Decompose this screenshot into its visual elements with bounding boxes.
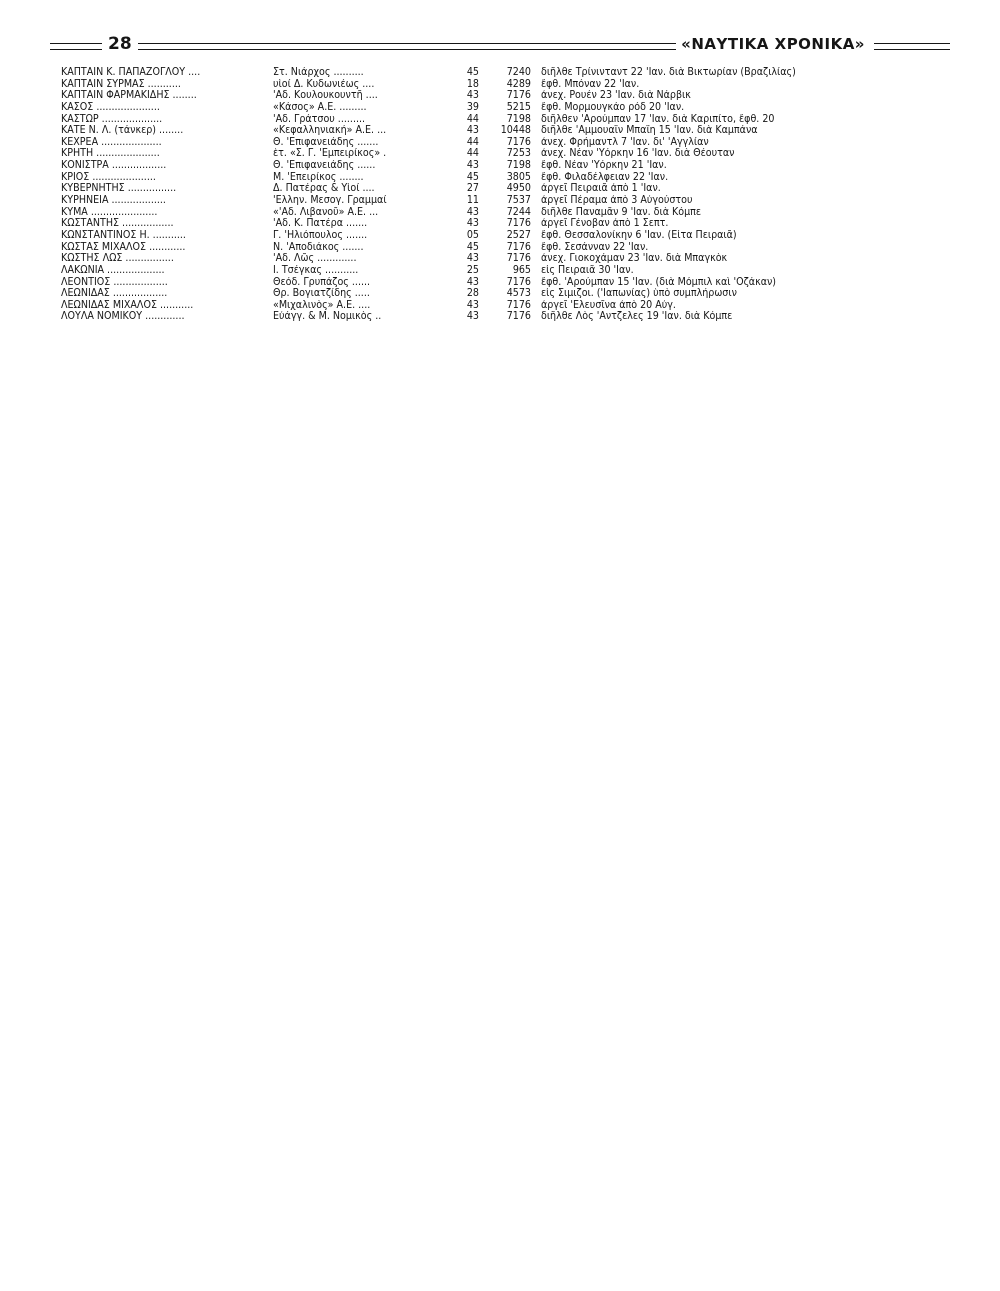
ship-movements-table — [61, 67, 887, 323]
ship-row — [61, 195, 887, 207]
tonnage: 7240 — [506, 67, 531, 78]
ship-name: ΚΑΠΤΑΙΝ ΣΥΡΜΑΣ ........... — [61, 78, 181, 90]
build-year: 05 — [466, 229, 479, 241]
ship-row — [61, 148, 887, 160]
build-year: 43 — [466, 160, 479, 172]
build-year: 44 — [466, 136, 479, 148]
ship-owner: «Κάσος» Α.Ε. ......... — [273, 101, 367, 113]
ship-name: ΚΩΣΤΑΣ ΜΙΧΑΛΟΣ ............ — [61, 241, 186, 253]
ship-owner: 'Αδ. Λῶς ............. — [273, 253, 357, 265]
ship-row — [61, 207, 887, 219]
ship-name: ΛΕΩΝΙΔΑΣ .................. — [61, 288, 168, 300]
voyage-status: εἰς Πειραιᾶ 30 'Ιαν. — [541, 264, 634, 276]
ship-name: ΛΕΟΝΤΙΟΣ .................. — [61, 276, 168, 288]
ship-name: ΚΥΒΕΡΝΗΤΗΣ ................ — [61, 183, 177, 195]
ship-owner: Εὐάγγ. & Μ. Νομικὸς .. — [273, 311, 382, 323]
ship-owner: «'Αδ. Λιβανοῦ» Α.Ε. ... — [273, 206, 379, 218]
tonnage: 965 — [512, 264, 531, 276]
build-year: 18 — [466, 78, 479, 90]
voyage-status: ἔφθ. Νέαν 'Υόρκην 21 'Ιαν. — [541, 160, 667, 172]
voyage-status: διῆλθεν 'Αρούμπαν 17 'Ιαν. διὰ Καριπίτο, ἔφθ. 20 — [541, 113, 775, 125]
ship-row — [61, 102, 887, 114]
tonnage: 7176 — [506, 276, 531, 288]
ship-owner: Θ. 'Επιφανειάδης ....... — [273, 136, 379, 148]
tonnage: 7176 — [506, 299, 531, 311]
ship-name: ΚΑΣΤΩΡ .................... — [61, 113, 163, 125]
ship-name: ΚΥΜΑ ...................... — [61, 206, 158, 218]
build-year: 43 — [466, 276, 479, 288]
ship-name: ΛΕΩΝΙΔΑΣ ΜΙΧΑΛΟΣ ........... — [61, 299, 194, 311]
ship-owner: Δ. Πατέρας & Υἱοί .... — [273, 183, 375, 195]
ship-row — [61, 288, 887, 300]
ship-owner: Θεόδ. Γρυπάζος ...... — [273, 276, 371, 288]
ship-owner: «Κεφαλληνιακή» Α.Ε. ... — [273, 125, 387, 137]
ship-row — [61, 90, 887, 102]
voyage-status: ἀνεχ. Φρήμαντλ 7 'Ιαν. δι' 'Αγγλίαν — [541, 136, 709, 148]
build-year: 44 — [466, 113, 479, 125]
tonnage: 7176 — [506, 90, 531, 102]
build-year: 39 — [466, 101, 479, 113]
ship-name: ΚΩΣΤΗΣ ΛΩΣ ................ — [61, 253, 174, 265]
voyage-status: διῆλθε Τρίνινταντ 22 'Ιαν. διὰ Βικτωρίαν (Βραζιλίας) — [541, 67, 796, 78]
voyage-status: ἀνεχ. Νέαν 'Υόρκην 16 'Ιαν. διὰ Θέουταν — [541, 148, 735, 160]
ship-row — [61, 114, 887, 126]
tonnage: 7176 — [506, 241, 531, 253]
tonnage: 7176 — [506, 253, 531, 265]
build-year: 27 — [466, 183, 479, 195]
ship-row — [61, 183, 887, 195]
voyage-status: ἀργεῖ Πειραιᾶ ἀπὸ 1 'Ιαν. — [541, 183, 661, 195]
build-year: 28 — [466, 288, 479, 300]
voyage-status: διῆλθε 'Αμμουαΐν Μπαΐη 15 'Ιαν. διὰ Καμπάνα — [541, 125, 758, 137]
ship-name: ΛΑΚΩΝΙΑ ................... — [61, 264, 165, 276]
tonnage: 3805 — [506, 171, 531, 183]
page-number: 28 — [108, 34, 132, 54]
header-rule-right — [874, 43, 950, 50]
voyage-status: ἀργεῖ Γένοβαν ἀπὸ 1 Σεπτ. — [541, 218, 669, 230]
build-year: 43 — [466, 299, 479, 311]
tonnage: 7537 — [506, 195, 531, 207]
ship-name: ΚΑΠΤΑΙΝ Κ. ΠΑΠΑΖΟΓΛΟΥ .... — [61, 67, 201, 78]
build-year: 43 — [466, 206, 479, 218]
ship-name: ΚΩΝΣΤΑΝΤΙΝΟΣ Η. ........... — [61, 229, 186, 241]
ship-name: ΚΡΗΤΗ ..................... — [61, 148, 160, 160]
tonnage: 7198 — [506, 160, 531, 172]
voyage-status: ἀργεῖ 'Ελευσῖνα ἀπὸ 20 Αὐγ. — [541, 299, 676, 311]
ship-name: ΚΕΧΡΕΑ .................... — [61, 136, 162, 148]
tonnage: 7198 — [506, 113, 531, 125]
ship-owner: 'Αδ. Κ. Πατέρα ....... — [273, 218, 368, 230]
ship-owner: ἑτ. «Σ. Γ. 'Εμπειρίκος» . — [273, 148, 387, 160]
ship-row — [61, 79, 887, 91]
voyage-status: διῆλθε Παναμᾶν 9 'Ιαν. διὰ Κόμπε — [541, 206, 702, 218]
tonnage: 4289 — [506, 78, 531, 90]
voyage-status: εἰς Σιμιζοι. ('Ιαπωνίας) ὑπὸ συμπλήρωσιν — [541, 288, 737, 300]
ship-owner: 'Αδ. Γράτσου ......... — [273, 113, 366, 125]
ship-owner: Θ. 'Επιφανειάδης ...... — [273, 160, 376, 172]
build-year: 44 — [466, 148, 479, 160]
voyage-status: ἀνεχ. Ρουέν 23 'Ιαν. διὰ Νάρβικ — [541, 90, 691, 102]
ship-row — [61, 172, 887, 184]
tonnage: 4573 — [506, 288, 531, 300]
ship-name: ΚΑΣΟΣ ..................... — [61, 101, 160, 113]
header-rule-left — [50, 43, 102, 50]
ship-name: ΚΑΠΤΑΙΝ ΦΑΡΜΑΚΙΔΗΣ ........ — [61, 90, 197, 102]
voyage-status: διῆλθε Λὸς 'Αντζελες 19 'Ιαν. διὰ Κόμπε — [541, 311, 733, 323]
ship-name: ΚΡΙΟΣ ..................... — [61, 171, 156, 183]
ship-name: ΚΩΣΤΑΝΤΗΣ ................. — [61, 218, 174, 230]
ship-row — [61, 253, 887, 265]
voyage-status: ἔφθ. 'Αρούμπαν 15 'Ιαν. (διὰ Μόμπιλ καὶ 'Οζάκαν) — [541, 276, 777, 288]
build-year: 45 — [466, 171, 479, 183]
ship-row — [61, 125, 887, 137]
ship-row — [61, 218, 887, 230]
ship-owner: «Μιχαλινὸς» Α.Ε. .... — [273, 299, 371, 311]
voyage-status: ἔφθ. Μπόναν 22 'Ιαν. — [541, 78, 640, 90]
ship-row — [61, 300, 887, 312]
ship-name: ΚΥΡΗΝΕΙΑ .................. — [61, 195, 166, 207]
ship-name: ΛΟΥΛΑ ΝΟΜΙΚΟΥ ............. — [61, 311, 185, 323]
build-year: 43 — [466, 125, 479, 137]
voyage-status: ἔφθ. Φιλαδέλφειαν 22 'Ιαν. — [541, 171, 669, 183]
build-year: 43 — [466, 218, 479, 230]
tonnage: 7244 — [506, 206, 531, 218]
publication-title: «ΝΑΥΤΙΚΑ ΧΡΟΝΙΚΑ» — [676, 35, 870, 53]
tonnage: 7176 — [506, 311, 531, 323]
ship-owner: Ν. 'Αποδιάκος ....... — [273, 241, 364, 253]
ship-row — [61, 230, 887, 242]
build-year: 43 — [466, 90, 479, 102]
ship-owner: Μ. 'Επειρίκος ........ — [273, 171, 364, 183]
ship-owner: υἱοί Δ. Κυδωνιέως .... — [273, 78, 375, 90]
build-year: 25 — [466, 264, 479, 276]
tonnage: 7176 — [506, 218, 531, 230]
ship-owner: 'Αδ. Κουλουκουντῆ .... — [273, 90, 378, 102]
tonnage: 4950 — [506, 183, 531, 195]
voyage-status: ἔφθ. Σεσάνναν 22 'Ιαν. — [541, 241, 649, 253]
ship-owner: Γ. 'Ηλιόπουλος ....... — [273, 229, 368, 241]
ship-group — [61, 67, 887, 323]
voyage-status: ἔφθ. Μορμουγκάο ρόδ 20 'Ιαν. — [541, 101, 685, 113]
ship-row — [61, 137, 887, 149]
page-header — [50, 32, 950, 60]
ship-owner: 'Ελλην. Μεσογ. Γραμμαί — [273, 195, 387, 207]
ship-owner: Στ. Νιάρχος .......... — [273, 67, 364, 78]
ship-row — [61, 277, 887, 289]
build-year: 43 — [466, 311, 479, 323]
ship-row — [61, 160, 887, 172]
ship-name: ΚΟΝΙΣΤΡΑ .................. — [61, 160, 167, 172]
tonnage: 2527 — [506, 229, 531, 241]
ship-owner: Θρ. Βογιατζίδης ..... — [273, 288, 370, 300]
ship-row — [61, 311, 887, 323]
ship-owner: Ι. Τσέγκας ........... — [273, 264, 359, 276]
voyage-status: ἔφθ. Θεσσαλονίκην 6 'Ιαν. (Εἶτα Πειραιᾶ) — [541, 229, 737, 241]
ship-row — [61, 242, 887, 254]
ship-row — [61, 67, 887, 79]
voyage-status: ἀργεῖ Πέραμα ἀπὸ 3 Αὐγούστου — [541, 195, 693, 207]
voyage-status: ἀνεχ. Γιοκοχάμαν 23 'Ιαν. διὰ Μπαγκὸκ — [541, 253, 728, 265]
tonnage: 7176 — [506, 136, 531, 148]
tonnage: 10448 — [500, 125, 531, 137]
build-year: 45 — [466, 67, 479, 78]
build-year: 11 — [466, 195, 479, 207]
tonnage: 5215 — [506, 101, 531, 113]
ship-name: ΚΑΤΕ Ν. Λ. (τάνκερ) ........ — [61, 125, 184, 137]
ship-row — [61, 265, 887, 277]
build-year: 45 — [466, 241, 479, 253]
tonnage: 7253 — [506, 148, 531, 160]
build-year: 43 — [466, 253, 479, 265]
